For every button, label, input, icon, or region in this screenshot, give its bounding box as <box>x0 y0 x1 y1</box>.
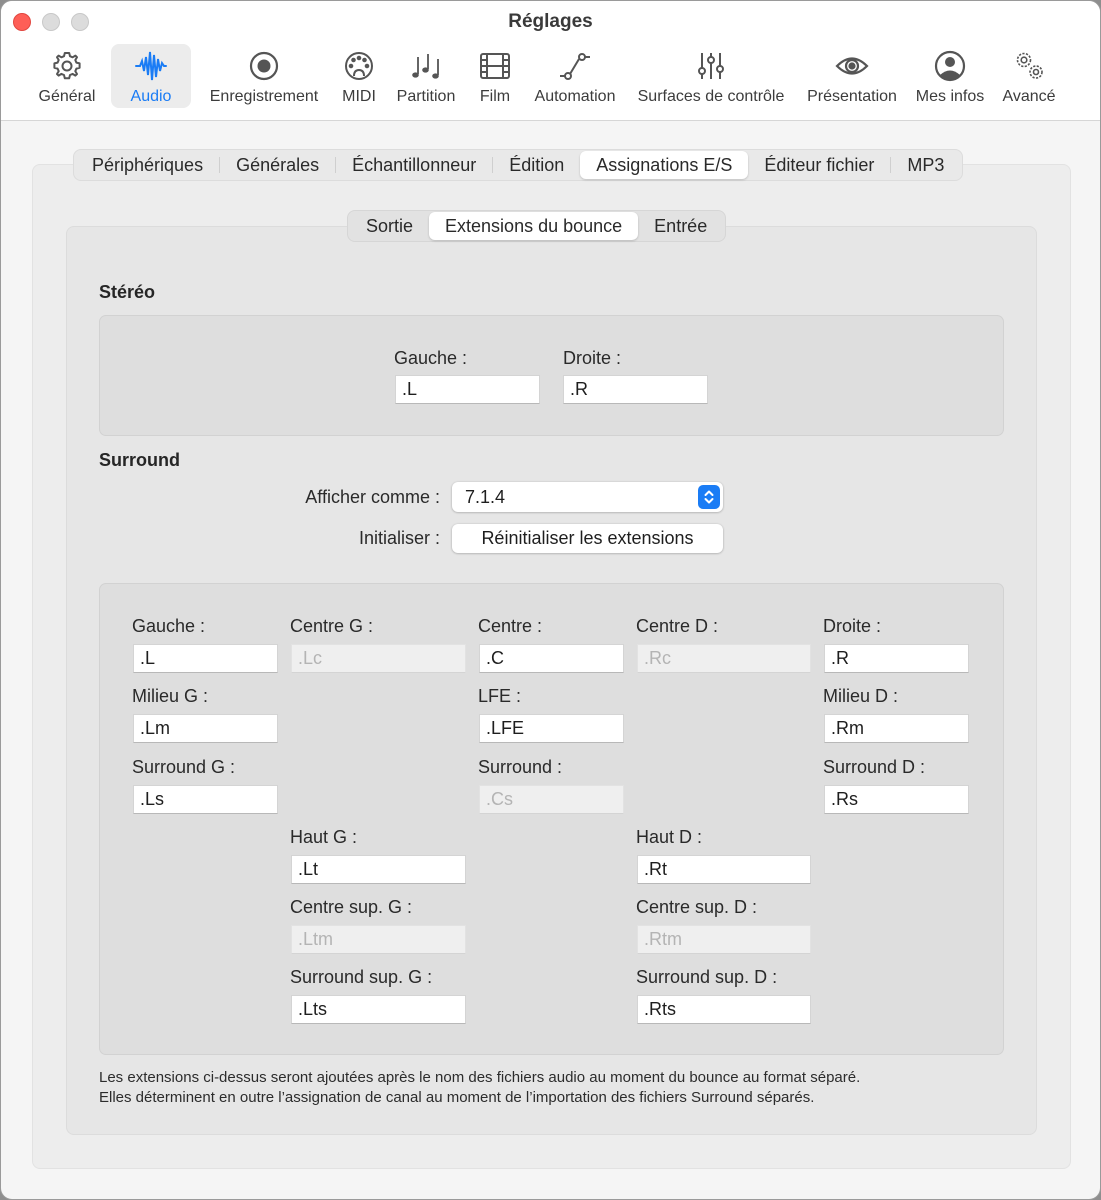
stereo-group <box>99 315 1004 436</box>
eye-icon <box>834 48 870 84</box>
record-icon <box>246 48 282 84</box>
footnote-line-1: Les extensions ci-dessus seront ajoutées après le nom des fichiers audio au moment du bounce au format séparé. <box>99 1069 861 1086</box>
channel-label-droite: Droite : <box>823 616 882 636</box>
channel-label-haut-g: Haut G : <box>290 827 358 847</box>
surround-section-title: Surround <box>99 450 180 470</box>
tab-edition[interactable]: Édition <box>509 154 565 175</box>
subtab-extensions-bounce[interactable]: Extensions du bounce <box>429 212 638 240</box>
film-icon <box>477 48 513 84</box>
toolbar-label: MIDI <box>342 88 376 105</box>
window-title: Réglages <box>508 11 593 32</box>
channel-label-milieu-g: Milieu G : <box>132 686 209 706</box>
tab-bar <box>73 149 963 181</box>
toolbar-item-avance[interactable] <box>997 44 1061 108</box>
toolbar-label: Automation <box>534 88 616 105</box>
midi-connector-icon <box>341 48 377 84</box>
channel-field-centre[interactable] <box>479 644 624 673</box>
channel-label-centre-sup-g: Centre sup. G : <box>290 897 413 917</box>
toolbar-item-mes-infos[interactable] <box>911 44 989 108</box>
toolbar-item-general[interactable] <box>31 44 103 108</box>
channel-label-surround-c: Surround : <box>478 757 563 777</box>
channel-field-surround-sup-g[interactable] <box>291 995 466 1024</box>
channel-label-surround-d: Surround D : <box>823 757 926 777</box>
toolbar-label: Mes infos <box>915 88 985 105</box>
toolbar-label: Avancé <box>1002 88 1056 105</box>
channel-label-centre-g: Centre G : <box>290 616 374 636</box>
channel-field-centre-sup-g <box>291 925 466 954</box>
toolbar-item-surfaces-controle[interactable] <box>629 44 793 108</box>
extensions-footnote <box>99 1068 999 1108</box>
stereo-left-label: Gauche : <box>394 348 468 368</box>
channel-label-milieu-d: Milieu D : <box>823 686 899 706</box>
tab-generales[interactable]: Générales <box>236 154 320 175</box>
channel-label-surround-sup-g: Surround sup. G : <box>290 967 433 987</box>
subtab-bar <box>347 210 726 242</box>
toolbar-label: Audio <box>130 88 172 105</box>
subtab-sortie[interactable]: Sortie <box>366 215 414 236</box>
stereo-right-field[interactable] <box>563 375 708 404</box>
channel-label-centre: Centre : <box>478 616 543 636</box>
channel-label-centre-d: Centre D : <box>636 616 719 636</box>
display-as-label: Afficher comme : <box>305 487 440 507</box>
toolbar-label: Film <box>479 88 511 105</box>
toolbar-item-audio[interactable] <box>111 44 191 108</box>
channel-field-centre-sup-d <box>637 925 811 954</box>
channel-field-surround-sup-d[interactable] <box>637 995 811 1024</box>
display-as-value: 7.1.4 <box>465 486 506 507</box>
gears-icon <box>1011 48 1047 84</box>
initialize-label: Initialiser : <box>358 528 440 548</box>
channel-field-droite[interactable] <box>824 644 969 673</box>
toolbar-label: Général <box>38 88 96 105</box>
channel-field-lfe[interactable] <box>479 714 624 743</box>
channel-label-haut-d: Haut D : <box>636 827 703 847</box>
person-circle-icon <box>932 48 968 84</box>
tab-assignations-es[interactable]: Assignations E/S <box>580 151 748 179</box>
channel-field-centre-g <box>291 644 466 673</box>
toolbar-item-midi[interactable] <box>335 44 383 108</box>
tab-echantillonneur[interactable]: Échantillonneur <box>352 154 477 175</box>
gear-icon <box>49 48 85 84</box>
waveform-icon <box>133 48 169 84</box>
chevron-up-down-icon <box>698 485 720 509</box>
channel-field-centre-d <box>637 644 811 673</box>
tab-peripheriques[interactable]: Périphériques <box>92 154 204 175</box>
title-bar <box>1 1 1100 121</box>
music-notes-icon <box>408 48 444 84</box>
toolbar-label: Présentation <box>807 88 897 105</box>
toolbar-label: Enregistrement <box>209 88 319 105</box>
channel-field-surround-d[interactable] <box>824 785 969 814</box>
tab-editeur-fichier[interactable]: Éditeur fichier <box>764 154 875 175</box>
channel-field-gauche[interactable] <box>133 644 278 673</box>
channel-field-haut-d[interactable] <box>637 855 811 884</box>
toolbar-item-automation[interactable] <box>529 44 621 108</box>
stereo-right-label: Droite : <box>563 348 622 368</box>
toolbar-item-film[interactable] <box>471 44 519 108</box>
channel-field-surround-g[interactable] <box>133 785 278 814</box>
reset-extensions-button[interactable]: Réinitialiser les extensions <box>452 524 723 553</box>
sliders-icon <box>693 48 729 84</box>
toolbar-item-enregistrement[interactable] <box>203 44 325 108</box>
channel-field-milieu-d[interactable] <box>824 714 969 743</box>
stereo-section-title: Stéréo <box>99 282 156 302</box>
subtab-entree[interactable]: Entrée <box>654 215 708 236</box>
toolbar-label: Surfaces de contrôle <box>637 88 785 105</box>
tab-mp3[interactable]: MP3 <box>907 154 945 175</box>
channel-field-haut-g[interactable] <box>291 855 466 884</box>
channel-label-lfe: LFE : <box>478 686 522 706</box>
channel-field-surround-c <box>479 785 624 814</box>
toolbar-item-presentation[interactable] <box>801 44 903 108</box>
toolbar-label: Partition <box>396 88 456 105</box>
channel-label-gauche: Gauche : <box>132 616 206 636</box>
channel-label-surround-sup-d: Surround sup. D : <box>636 967 778 987</box>
automation-curve-icon <box>557 48 593 84</box>
display-as-popup[interactable] <box>452 482 723 512</box>
channel-label-surround-g: Surround G : <box>132 757 236 777</box>
channel-field-milieu-g[interactable] <box>133 714 278 743</box>
toolbar-item-partition[interactable] <box>391 44 461 108</box>
footnote-line-2: Elles déterminent en outre l’assignation de canal au moment de l’importation des fichiers Surround séparés. <box>99 1089 815 1106</box>
stereo-left-field[interactable] <box>395 375 540 404</box>
channel-label-centre-sup-d: Centre sup. D : <box>636 897 758 917</box>
